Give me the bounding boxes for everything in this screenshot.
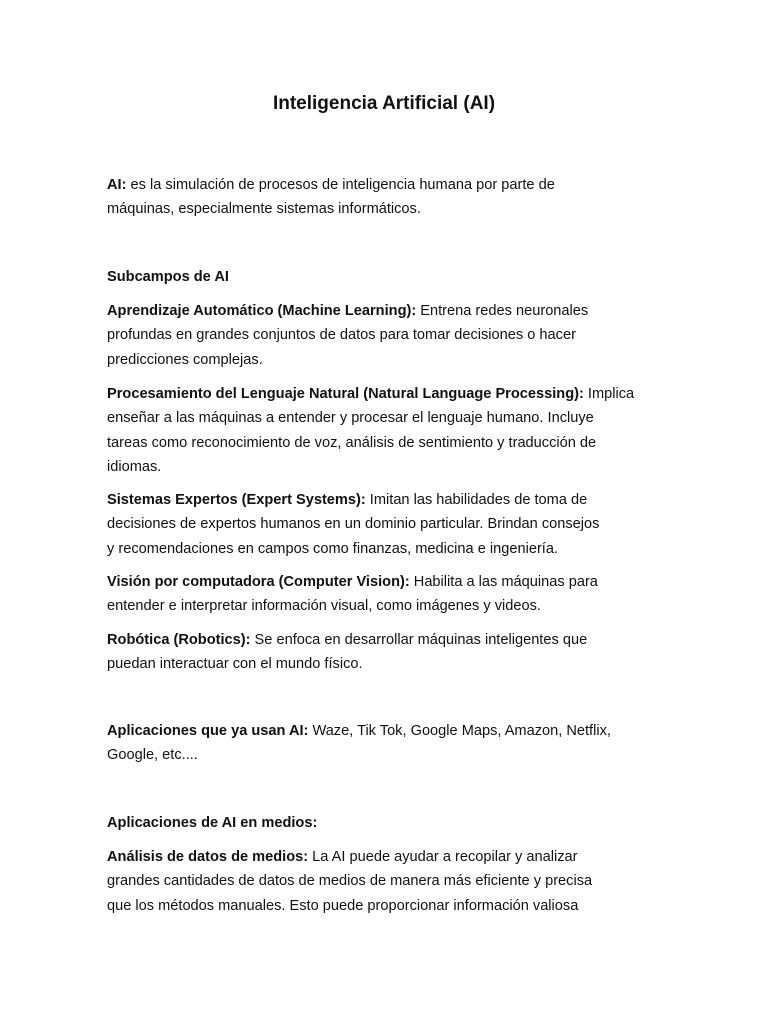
text-line: profundas en grandes conjuntos de datos para tomar decisiones o hacer <box>107 327 576 344</box>
text-line: que los métodos manuales. Esto puede proporcionar información valiosa <box>107 897 579 914</box>
text-line: Waze, Tik Tok, Google Maps, Amazon, Netflix, <box>308 723 611 739</box>
apps-paragraph <box>107 719 611 768</box>
intro-label: AI: <box>107 177 127 193</box>
subfield-label: Sistemas Expertos (Expert Systems): <box>107 492 366 508</box>
media-label: Análisis de datos de medios: <box>107 849 309 865</box>
text-line: decisiones de expertos humanos en un dominio particular. Brindan consejos <box>107 516 600 533</box>
text-line: Google, etc.... <box>107 747 198 764</box>
text-line: entender e interpretar información visual, como imágenes y videos. <box>107 598 541 615</box>
subfield-label: Aprendizaje Automático (Machine Learning): <box>107 303 417 319</box>
text-line: y recomendaciones en campos como finanzas, medicina e ingeniería. <box>107 540 559 557</box>
text-line: Imitan las habilidades de toma de <box>365 492 588 508</box>
subfield-machine-learning <box>107 299 588 372</box>
heading-text: Subcampos de AI <box>107 269 229 285</box>
subfield-robotics <box>107 628 587 677</box>
intro-paragraph <box>107 173 555 222</box>
text-line: idiomas. <box>107 458 162 475</box>
text-line: puedan interactuar con el mundo físico. <box>107 656 363 673</box>
subfield-label: Visión por computadora (Computer Vision): <box>107 574 410 590</box>
subfield-label: Robótica (Robotics): <box>107 632 251 648</box>
subfield-computer-vision <box>107 570 598 619</box>
text-line: máquinas, especialmente sistemas informáticos. <box>107 201 421 218</box>
text-line: es la simulación de procesos de inteligencia humana por parte de <box>126 177 555 193</box>
media-heading <box>107 811 317 835</box>
page-title: Inteligencia Artificial (AI) <box>272 93 496 114</box>
text-line: predicciones complejas. <box>107 351 263 368</box>
media-data-analysis <box>107 845 592 918</box>
text-line: Habilita a las máquinas para <box>409 574 598 590</box>
subfield-expert-systems <box>107 488 599 561</box>
subfield-label: Procesamiento del Lenguaje Natural (Natural Language Processing): <box>107 386 584 402</box>
apps-label: Aplicaciones que ya usan AI: <box>107 723 309 739</box>
subfield-nlp <box>107 382 634 479</box>
subfields-heading <box>107 265 229 289</box>
text-line: La AI puede ayudar a recopilar y analizar <box>308 849 578 865</box>
text-line: Entrena redes neuronales <box>416 303 589 319</box>
text-line: enseñar a las máquinas a entender y procesar el lenguaje humano. Incluye <box>107 410 594 427</box>
text-line: Se enfoca en desarrollar máquinas inteligentes que <box>250 632 588 648</box>
heading-text: Aplicaciones de AI en medios: <box>107 815 318 831</box>
text-line: Implica <box>583 386 635 402</box>
text-line: tareas como reconocimiento de voz, análisis de sentimiento y traducción de <box>107 434 597 451</box>
text-line: grandes cantidades de datos de medios de manera más eficiente y precisa <box>107 873 593 890</box>
